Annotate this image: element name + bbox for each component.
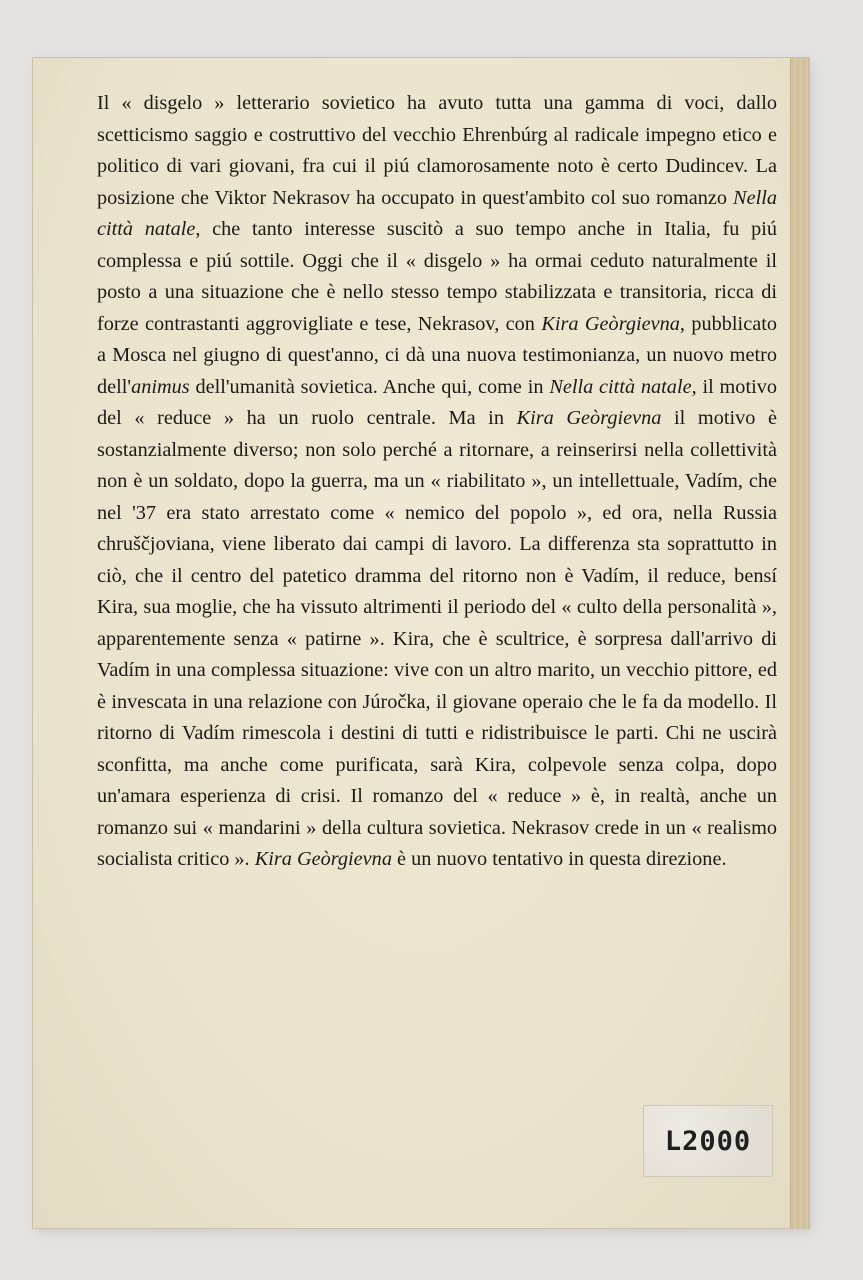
blurb-segment-italic: Kira Geòrgievna	[254, 848, 392, 870]
blurb-segment-italic: Nella città natale	[549, 375, 692, 398]
blurb-segment-italic: Nella città natale	[97, 186, 777, 240]
blurb-segment-italic: Kira Geòrgievna	[541, 312, 680, 335]
price-label: L2000	[664, 1125, 752, 1157]
blurb-segment-italic: animus	[131, 375, 190, 398]
book-back-cover	[32, 57, 810, 1229]
blurb-segment: , che tanto interesse suscitò a suo tempo anche in Italia, fu piú complessa e piú sottile. Oggi che il « disgelo » ha ormai ceduto naturalmente il posto a una situazione che è nello stesso tempo stabilizzata e transitoria, ricca di forze contrastanti aggrovigliate e tese, Nekrasov, con	[97, 218, 777, 335]
blurb-segment: Il « disgelo » letterario sovietico ha avuto tutta una gamma di voci, dallo scetticismo saggio e costruttivo del vecchio Ehrenbúrg al radicale impegno etico e politico di vari giovani, fra cui il piú clamorosamente noto è certo Dudincev. La posizione che Viktor Nekrasov ha occupato in quest'ambito col suo romanzo	[97, 92, 777, 209]
blurb-segment: dell'umanità sovietica. Anche qui, come in	[189, 375, 550, 398]
blurb-text	[97, 88, 777, 876]
book-spine-edge	[790, 58, 809, 1228]
blurb-segment: , il motivo del « reduce » ha un ruolo centrale. Ma in	[97, 375, 777, 429]
blurb-segment: il motivo è sostanzialmente diverso; non solo perché a ritornare, a reinserirsi nella collettività non è un soldato, dopo la guerra, ma un « riabilitato », un intellettuale, Vadím, che nel '37 era stato arrestato come « nemico del popolo », ed ora, nella Russia chruščjoviana, viene liberato dai campi di lavoro. La differenza sta soprattutto in ciò, che il centro del patetico dramma del ritorno non è Vadím, il reduce, bensí Kira, sua moglie, che ha vissuto altrimenti il periodo del « culto della personalità », apparentemente senza « patirne ». Kira, che è scultrice, è sorpresa dall'arrivo di Vadím in una complessa situazione: vive con un altro marito, un vecchio pittore, ed è invescata in una relazione con Júročka, il giovane operaio che le fa da modello. Il ritorno di Vadím rimescola i destini di tutti e ridistribuisce le parti. Chi ne uscirà sconfitta, ma anche come purificata, sarà Kira, colpevole senza colpa, dopo un'amara esperienza di crisi. Il romanzo del « reduce » è, in realtà, anche un romanzo sui « mandarini » della cultura sovietica. Nekrasov crede in un « realismo socialista critico ».	[97, 407, 778, 870]
blurb-segment: è un nuovo tentativo in questa direzione.	[391, 848, 727, 870]
blurb-segment: , pubblicato a Mosca nel giugno di quest'anno, ci dà una nuova testimonianza, un nuovo metro dell'	[97, 312, 777, 398]
price-sticker	[643, 1105, 773, 1177]
blurb-segment-italic: Kira Geòrgievna	[516, 407, 662, 429]
